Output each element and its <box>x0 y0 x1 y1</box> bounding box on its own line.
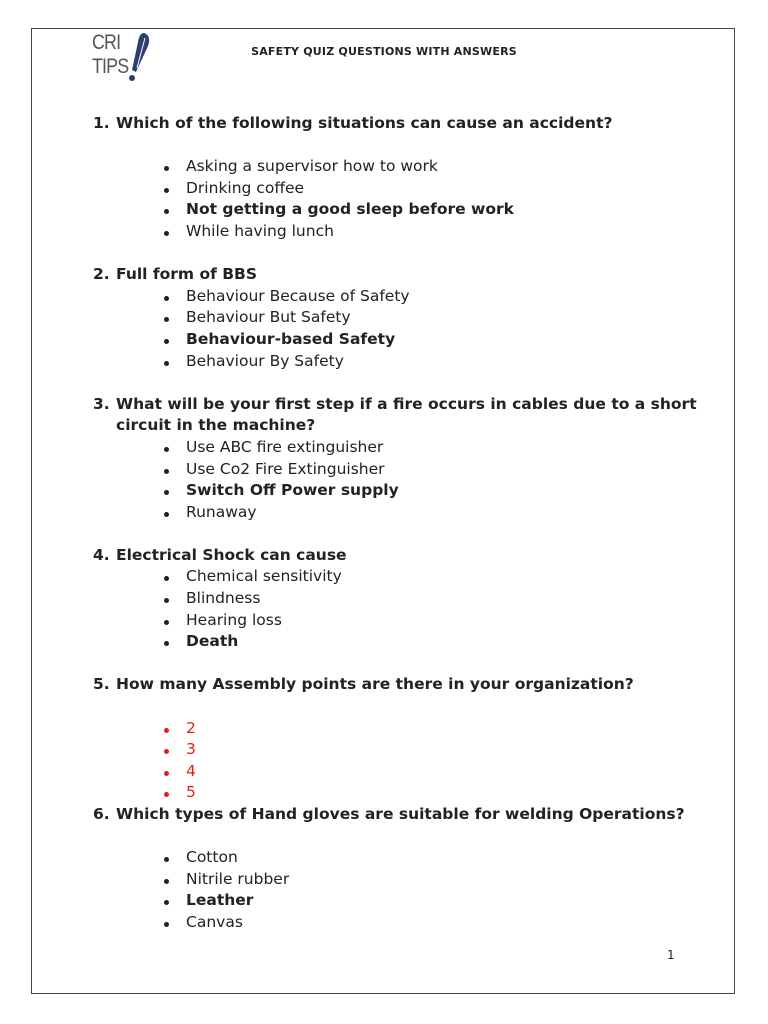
correct-answer-option: Switch Off Power supply <box>163 480 713 502</box>
answer-option: Hearing loss <box>163 610 713 632</box>
answer-option: 3 <box>163 739 713 761</box>
question-text: Which of the following situations can cause an accident? <box>116 114 613 132</box>
answer-option: Nitrile rubber <box>163 869 713 891</box>
spacer <box>93 523 713 545</box>
correct-answer-option: Death <box>163 631 713 653</box>
question-number: 3. <box>93 394 110 413</box>
answer-option: While having lunch <box>163 221 713 243</box>
spacer <box>93 653 713 675</box>
correct-answer-option: Not getting a good sleep before work <box>163 199 713 221</box>
answer-option: Behaviour But Safety <box>163 307 713 329</box>
spacer <box>93 826 713 848</box>
answer-option: Drinking coffee <box>163 178 713 200</box>
question-text: What will be your first step if a fire occurs in cables due to a short circuit in the machine? <box>116 394 697 435</box>
question-text: Full form of BBS <box>116 265 258 284</box>
page-number: 1 <box>667 948 675 962</box>
answer-option: Behaviour By Safety <box>163 351 713 373</box>
question-number: 4. <box>93 545 110 564</box>
correct-answer-option: Behaviour-based Safety <box>163 329 713 351</box>
quiz-content <box>93 113 713 934</box>
answer-option: Blindness <box>163 588 713 610</box>
question-text: How many Assembly points are there in your organization? <box>116 675 634 694</box>
answer-option: Runaway <box>163 502 713 524</box>
question-number: 1. <box>93 114 110 132</box>
question <box>93 394 713 437</box>
answer-option: 5 <box>163 782 713 804</box>
options-list <box>93 437 713 523</box>
question-number: 2. <box>93 265 110 284</box>
answer-option: Cotton <box>163 847 713 869</box>
answer-option: Behaviour Because of Safety <box>163 286 713 308</box>
question-text: Which types of Hand gloves are suitable for welding Operations? <box>116 805 685 823</box>
spacer <box>93 135 713 157</box>
document-title: SAFETY QUIZ QUESTIONS WITH ANSWERS <box>251 45 517 58</box>
question-number: 5. <box>93 675 110 694</box>
answer-option: Asking a supervisor how to work <box>163 156 713 178</box>
pen-exclamation-icon <box>126 32 152 84</box>
options-list <box>93 566 713 652</box>
spacer <box>93 696 713 718</box>
options-list <box>93 847 713 933</box>
logo-text-line1: CRI <box>92 31 121 54</box>
question <box>93 264 713 286</box>
answer-option: 4 <box>163 761 713 783</box>
spacer <box>93 243 713 265</box>
options-list <box>93 156 713 242</box>
answer-option: Canvas <box>163 912 713 934</box>
question <box>93 545 713 567</box>
correct-answer-option: Leather <box>163 890 713 912</box>
options-list <box>93 718 713 804</box>
options-list <box>93 286 713 372</box>
spacer <box>93 372 713 394</box>
logo-text-line2: TIPS <box>92 55 129 78</box>
critips-logo <box>92 32 154 84</box>
answer-option: Use ABC fire extinguisher <box>163 437 713 459</box>
answer-option: Use Co2 Fire Extinguisher <box>163 459 713 481</box>
question <box>93 674 713 696</box>
answer-option: Chemical sensitivity <box>163 566 713 588</box>
question <box>93 804 713 826</box>
question-number: 6. <box>93 805 110 823</box>
answer-option: 2 <box>163 718 713 740</box>
question-text: Electrical Shock can cause <box>116 545 347 564</box>
question <box>93 113 713 135</box>
